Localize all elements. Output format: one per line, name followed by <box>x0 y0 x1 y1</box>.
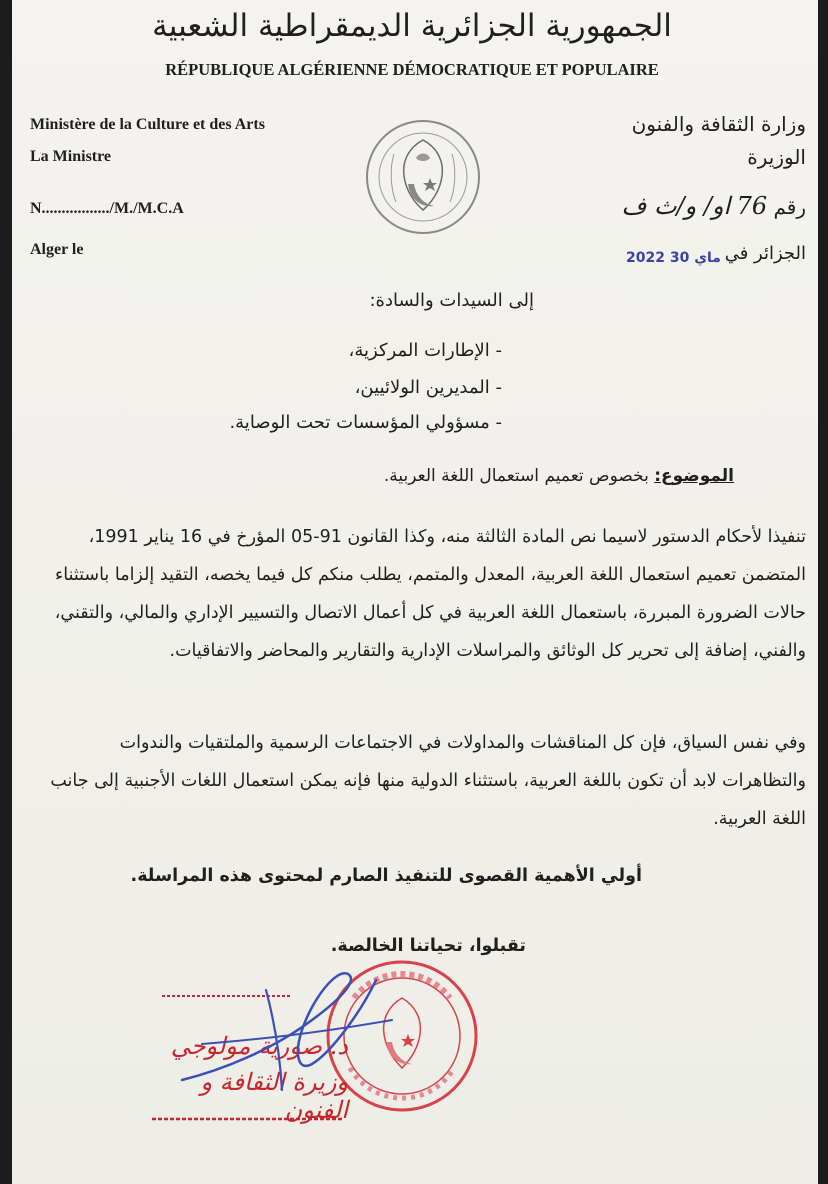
addressee-intro: إلى السيدات والسادة: <box>369 290 534 311</box>
recipient-item: - مسؤولي المؤسسات تحت الوصاية. <box>229 412 502 433</box>
body-paragraph-1: تنفيذا لأحكام الدستور لاسيما نص المادة الثالثة منه، وكذا القانون 91-05 المؤرخ في 16 يناير 1991، المتضمن تعميم استعمال اللغة العربية، المعدل والمتمم، يطلب منكم كل فيما يخصه، التقيد إلزاما باستثناء حالات الضرورة المبررة، باستعمال اللغة العربية في كل أعمال الاتصال والتسيير الإداري والمالي، والتقني، والفني، إضافة إلى تحرير كل الوثائق والمراسلات الإدارية والتقارير والمحاضر والاتفاقيات. <box>54 527 806 661</box>
signatory-name: د. صورية مولوجي <box>170 1032 348 1060</box>
recipient-item: - الإطارات المركزية، <box>348 340 502 361</box>
ministry-name-arabic: وزارة الثقافة والفنون <box>631 112 806 136</box>
minister-title-french: La Ministre <box>30 148 112 165</box>
reference-label: رقم <box>773 195 806 219</box>
place-date-french: Alger le <box>30 241 84 258</box>
handwritten-signature-icon <box>162 960 412 1110</box>
reference-number-handwritten: 76 <box>736 192 768 220</box>
signatory-title: وزيرة الثقافة و الفنون <box>200 1068 348 1124</box>
reference-number-arabic <box>566 192 806 220</box>
letter-page <box>12 0 818 1184</box>
place-date-arabic: الجزائر في <box>724 243 806 264</box>
recipient-item: - المديرين الولائيين، <box>354 377 502 398</box>
subject-label: الموضوع: <box>654 466 734 486</box>
emphasis-line: أولي الأهمية القصوى للتنفيذ الصارم لمحتوى هذه المراسلة. <box>130 866 642 886</box>
date-stamp: 2022 ماي 30 <box>626 250 721 266</box>
red-dotted-underline-icon <box>152 1115 342 1123</box>
republic-title-arabic: الجمهورية الجزائرية الديمقراطية الشعبية <box>152 8 672 44</box>
ministry-name-french: Ministère de la Culture et des Arts <box>30 116 265 133</box>
subject-text: بخصوص تعميم استعمال اللغة العربية. <box>383 466 655 486</box>
minister-title-arabic: الوزيرة <box>747 145 806 169</box>
closing-line: تقبلوا، تحياتنا الخالصة. <box>330 936 526 956</box>
state-emblem-icon <box>364 118 482 236</box>
reference-number-french: N................./M./M.C.A <box>30 200 184 217</box>
reference-suffix-handwritten: او/ و/ث ف <box>621 192 731 220</box>
subject-line <box>384 466 734 486</box>
republic-title-french: RÉPUBLIQUE ALGÉRIENNE DÉMOCRATIQUE ET POPULAIRE <box>165 60 659 79</box>
body-paragraph-2: وفي نفس السياق، فإن كل المناقشات والمداولات في الاجتماعات الرسمية والملتقيات والندوات والتظاهرات لابد أن تكون باللغة العربية، باستثناء الدولية منها فإنه يمكن استعمال اللغات الأجنبية إلى جانب اللغة العربية. <box>50 733 806 829</box>
